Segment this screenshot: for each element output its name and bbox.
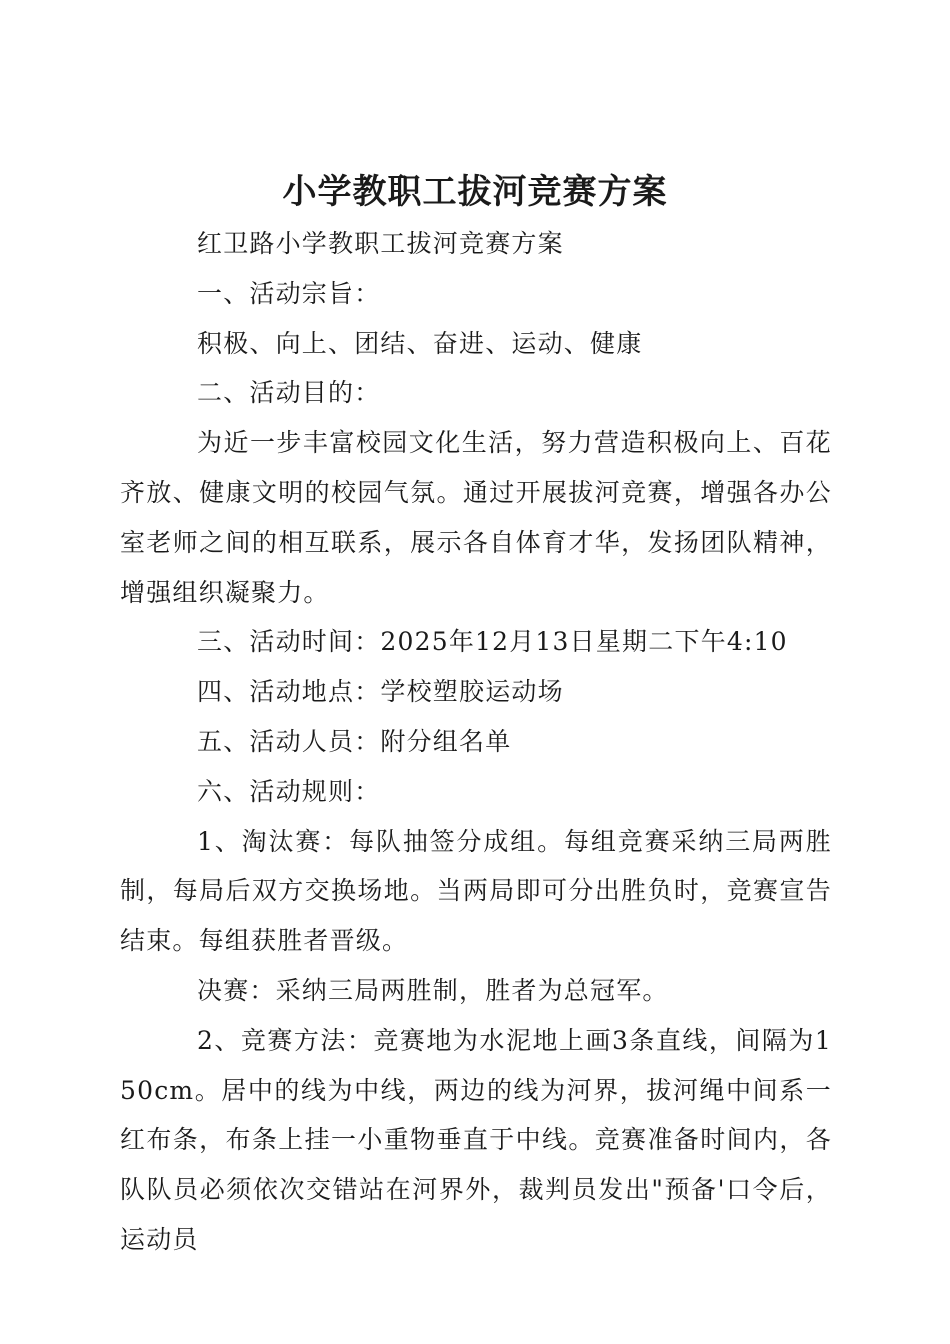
paragraph-time: 三、活动时间：2025年12月13日星期二下午4:10 <box>197 627 788 657</box>
paragraph-participants: 五、活动人员：附分组名单 <box>197 726 512 756</box>
document-body <box>120 219 832 1265</box>
paragraph-purpose: 积极、向上、团结、奋进、运动、健康 <box>197 328 643 358</box>
heading-purpose: 一、活动宗旨： <box>197 278 381 308</box>
paragraph-school-title: 红卫路小学教职工拔河竞赛方案 <box>197 229 564 258</box>
heading-rules: 六、活动规则： <box>197 776 381 806</box>
paragraph-rule-method: 2、竞赛方法：竞赛地为水泥地上画3条直线，间隔为150cm。居中的线为中线，两边的线为河界，拔河绳中间系一红布条，布条上挂一小重物垂直于中线。竞赛准备时间内，各队队员必须依次交错站在河界外，裁判员发出"预备'口令后，运动员 <box>120 1025 832 1254</box>
paragraph-rule-knockout: 1、淘汰赛：每队抽签分成组。每组竞赛采纳三局两胜制，每局后双方交换场地。当两局即可分出胜负时，竞赛宣告结束。每组获胜者晋级。 <box>120 826 832 956</box>
paragraph-location: 四、活动地点：学校塑胶运动场 <box>197 677 564 707</box>
paragraph-rule-final: 决赛：采纳三局两胜制，胜者为总冠军。 <box>197 975 669 1005</box>
heading-goal: 二、活动目的： <box>197 378 381 408</box>
page-title: 小学教职工拔河竞赛方案 <box>282 171 668 212</box>
paragraph-goal: 为近一步丰富校园文化生活，努力营造积极向上、百花齐放、健康文明的校园气氛。通过开展拔河竞赛，增强各办公室老师之间的相互联系，展示各自体育才华，发扬团队精神，增强组织凝聚力。 <box>120 428 832 607</box>
